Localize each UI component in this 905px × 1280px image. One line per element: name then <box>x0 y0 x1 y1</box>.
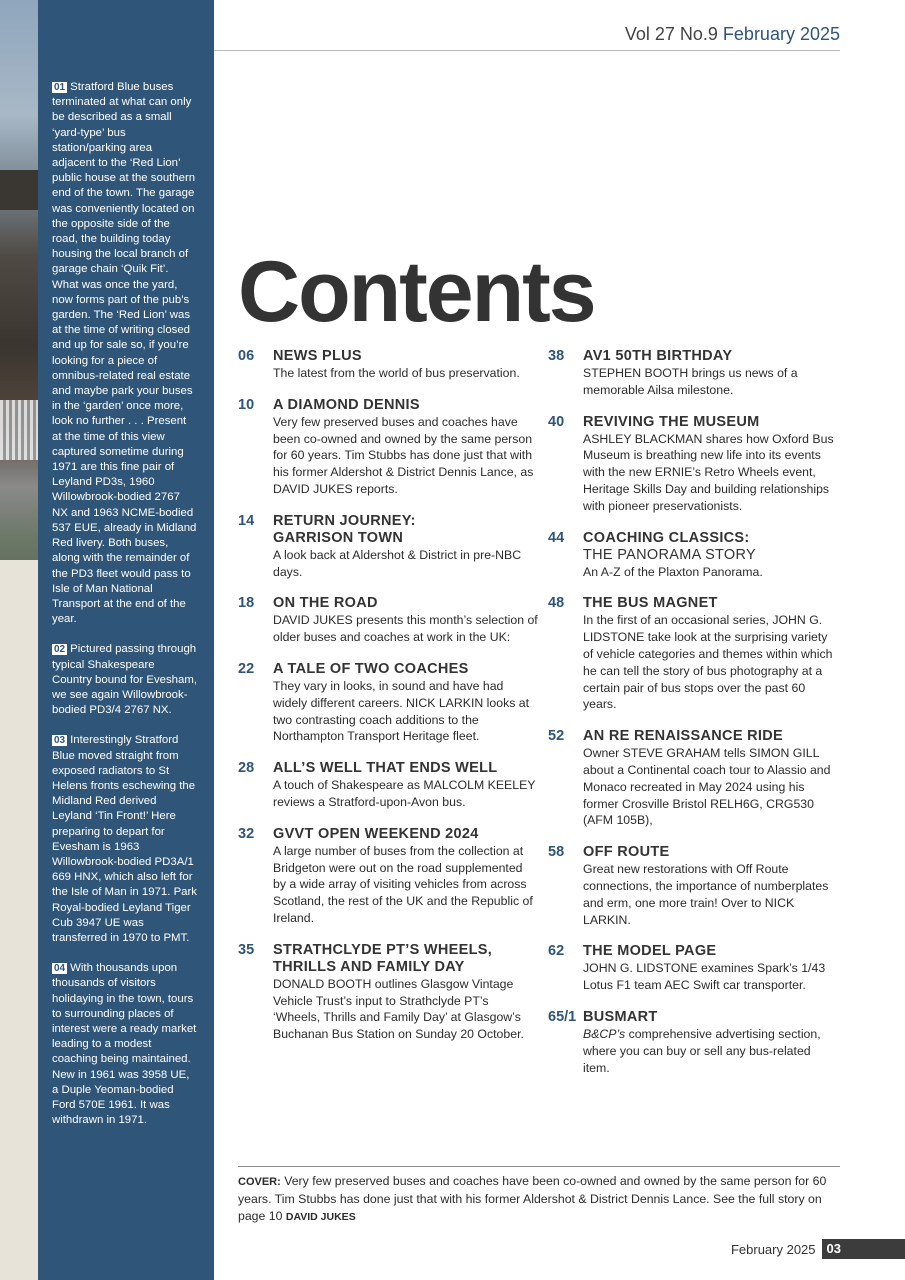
entry-description: A touch of Shakespeare as MALCOLM KEELEY reviews a Stratford-upon-Avon bus. <box>273 778 536 809</box>
contents-entry[interactable] <box>548 844 840 928</box>
page-number: 52 <box>548 728 565 745</box>
contents-entry[interactable] <box>548 943 840 994</box>
entry-title: STRATHCLYDE PT’S WHEELS, THRILLS AND FAMILY DAY <box>273 941 493 975</box>
entry-description: STEPHEN BOOTH brings us news of a memorable Ailsa milestone. <box>583 366 798 397</box>
cover-label: COVER: <box>238 1176 281 1188</box>
page-number: 18 <box>238 595 255 612</box>
entry-description: A look back at Aldershot & District in pre-NBC days. <box>273 547 522 579</box>
page-number: 44 <box>548 529 565 546</box>
cover-caption <box>238 1166 840 1225</box>
page-number: 65/1 <box>548 1008 577 1025</box>
cover-photo-strip <box>0 0 38 1280</box>
header-rule <box>214 50 840 51</box>
entry-title: NEWS PLUS <box>273 348 362 364</box>
entry-title: OFF ROUTE <box>583 844 670 861</box>
caption-01: 01 Stratford Blue buses terminated at what can only be described as a small ‘yard-type’ bus station/parking area adjacent to the ‘Red Lion’ public house at the southern end of the town. The garage was conveniently located on the opposite side of the road, the building today housing the local branch of garage chain ‘Quik Fit’. What was once the yard, now forms part of the pub’s garden. The ‘Red Lion’ was at the time of writing closed and up for sale so, if you’re looking for a piece of omnibus-related real estate and maybe park your buses in the ‘garden’ once more, look no further . . . Present at the time of this view captured sometime during 1971 are this fine pair of Leyland PD3s, 1960 Willowbrook-bodied 2767 NX and 1963 NCME-bodied 537 EUE, already in Midland Red livery. Both buses, along with the remainder of the PD3 fleet would pass to Isle of Man National Transport at the end of the year. <box>52 81 197 626</box>
page-number: 14 <box>238 512 255 529</box>
entry-subtitle: THE PANORAMA STORY <box>583 546 756 563</box>
entry-description: Great new restorations with Off Route connections, the importance of numberplates and erm, one more train! Over to NICK LARKIN. <box>583 862 829 927</box>
page-number: 28 <box>238 760 255 777</box>
entry-title: A DIAMOND DENNIS <box>273 396 420 413</box>
contents-entry[interactable] <box>238 760 538 811</box>
footer-date: February 2025 <box>730 1241 816 1257</box>
contents-entry[interactable] <box>548 414 840 515</box>
contents-entry[interactable] <box>548 530 840 581</box>
contents-entry[interactable] <box>238 942 538 1043</box>
issue-volume: Vol 27 No.9 <box>624 24 718 44</box>
footer-page-number: 03 <box>822 1239 905 1259</box>
entry-description: B&CP’s comprehensive advertising section, where you can buy or sell any bus-related item. <box>583 1026 821 1075</box>
entry-description: They vary in looks, in sound and have had widely different careers. NICK LARKIN looks at two contrasting coach additions to the Northampton Transport Heritage fleet. <box>273 678 530 744</box>
contents-entry[interactable] <box>238 348 538 382</box>
entry-description: Very few preserved buses and coaches have been co-owned and owned by the same person for 60 years. Tim Stubbs has done just that with his former Aldershot & District Dennis Lance, as DAVID JUKES reports. <box>273 414 534 496</box>
entry-title: GVVT OPEN WEEKEND 2024 <box>273 825 479 842</box>
page-number: 62 <box>548 943 565 960</box>
caption-03: 03 Interestingly Stratford Blue moved straight from exposed radiators to St Helens fronts eschewing the Midland Red derived Leyland ‘Tin Front!’ Here preparing to depart for Evesham is 1963 Willowbrook-bodied PD3A/1 669 HNX, which also left for the Isle of Man in 1971. Park Royal-bodied Leyland Tiger Cub 3947 UE was transferred in 1970 to PMT. <box>52 734 197 944</box>
page-number: 10 <box>238 396 255 413</box>
page-number: 40 <box>548 413 565 430</box>
issue-info <box>625 24 840 45</box>
entry-title: AV1 50TH BIRTHDAY <box>583 348 733 364</box>
cover-text: Very few preserved buses and coaches have been co-owned and owned by the same person for 60 years. Tim Stubbs has done just that with his former Aldershot & District Dennis Lance. See the full story on page 10 <box>238 1174 827 1223</box>
contents-entry[interactable] <box>238 661 538 745</box>
contents-entry[interactable] <box>238 513 538 581</box>
page-number: 32 <box>238 825 255 842</box>
entry-description: A large number of buses from the collection at Bridgeton were out on the road supplemented by a wide array of visiting vehicles from across Scotland, the rest of the UK and the Republic of Ireland. <box>273 843 533 925</box>
page-title: Contents <box>238 244 595 340</box>
entry-description: An A-Z of the Plaxton Panorama. <box>583 564 763 579</box>
contents-entry[interactable] <box>238 595 538 646</box>
contents-entry[interactable] <box>548 1009 840 1076</box>
entry-description: DONALD BOOTH outlines Glasgow Vintage Vehicle Trust’s input to Strathclyde PT’s ‘Wheels, Thrills and Family Day’ at Glasgow’s Buchanan Bus Station on Sunday 20 October. <box>273 976 524 1042</box>
caption-04: 04 With thousands upon thousands of visitors holidaying in the town, tours to surrounding places of interest were a ready market leading to a modest coaching being maintained. New in 1961 was 3958 UE, a Duple Yeoman-bodied Ford 570E 1961. It was withdrawn in 1971. <box>52 962 197 1127</box>
entry-description: Owner STEVE GRAHAM tells SIMON GILL about a Continental coach tour to Alassio and Monaco recreated in May 2024 using his former Crosville Bristol RELH6G, CRG530 (AFM 105B), <box>583 746 831 828</box>
entry-title: THE BUS MAGNET <box>583 595 718 612</box>
entry-description: The latest from the world of bus preservation. <box>273 366 520 380</box>
entry-title: A TALE OF TWO COACHES <box>273 660 469 677</box>
page-number: 35 <box>238 941 255 958</box>
contents-left-column <box>238 348 538 1043</box>
entry-title: AN RE RENAISSANCE RIDE <box>583 728 783 745</box>
entry-title: BUSMART <box>583 1008 658 1025</box>
entry-subtitle: GARRISON TOWN <box>273 529 404 546</box>
entry-title: ALL’S WELL THAT ENDS WELL <box>273 760 498 777</box>
caption-02: 02 Pictured passing through typical Shakespeare Country bound for Evesham, we see again Willowbrook-bodied PD3/4 2767 NX. <box>52 643 197 717</box>
contents-right-column <box>548 348 840 1076</box>
photo-road <box>0 560 38 1280</box>
entry-title: COACHING CLASSICS: <box>583 529 750 546</box>
photo-captions <box>52 80 197 1143</box>
page-footer <box>731 1239 905 1259</box>
page-number: 38 <box>548 348 565 364</box>
issue-month: February 2025 <box>722 24 840 44</box>
entry-title: REVIVING THE MUSEUM <box>583 413 760 430</box>
page-number: 48 <box>548 595 565 612</box>
entry-title: THE MODEL PAGE <box>583 943 717 960</box>
entry-title: RETURN JOURNEY: <box>273 512 416 529</box>
page-number: 06 <box>238 348 255 364</box>
entry-description: DAVID JUKES presents this month’s selection of older buses and coaches at work in the UK: <box>273 613 538 645</box>
photo-roof <box>0 170 38 210</box>
contents-entry[interactable] <box>238 826 538 927</box>
page-number: 22 <box>238 660 255 677</box>
entry-description: JOHN G. LIDSTONE examines Spark’s 1/43 Lotus F1 team AEC Swift car transporter. <box>583 961 826 993</box>
page-number: 58 <box>548 844 565 861</box>
entry-title: ON THE ROAD <box>273 595 378 612</box>
entry-description: In the first of an occasional series, JOHN G. LIDSTONE take look at the surprising variety of vehicle categories and themes within which he can tell the story of bus photography at a certain pair of bus stops over the past 60 years. <box>583 613 833 712</box>
publication-name: B&CP’s <box>583 1026 626 1041</box>
contents-entry[interactable] <box>548 348 840 399</box>
photo-fence <box>0 400 38 460</box>
cover-credit: DAVID JUKES <box>285 1210 356 1223</box>
contents-entry[interactable] <box>548 595 840 713</box>
contents-entry[interactable] <box>238 397 538 498</box>
contents-entry[interactable] <box>548 728 840 829</box>
entry-description: ASHLEY BLACKMAN shares how Oxford Bus Museum is breathing new life into its events with the new ERNIE’s Retro Wheels event, Heritage Skills Day and building relationships with pioneer preservationists. <box>583 431 834 513</box>
